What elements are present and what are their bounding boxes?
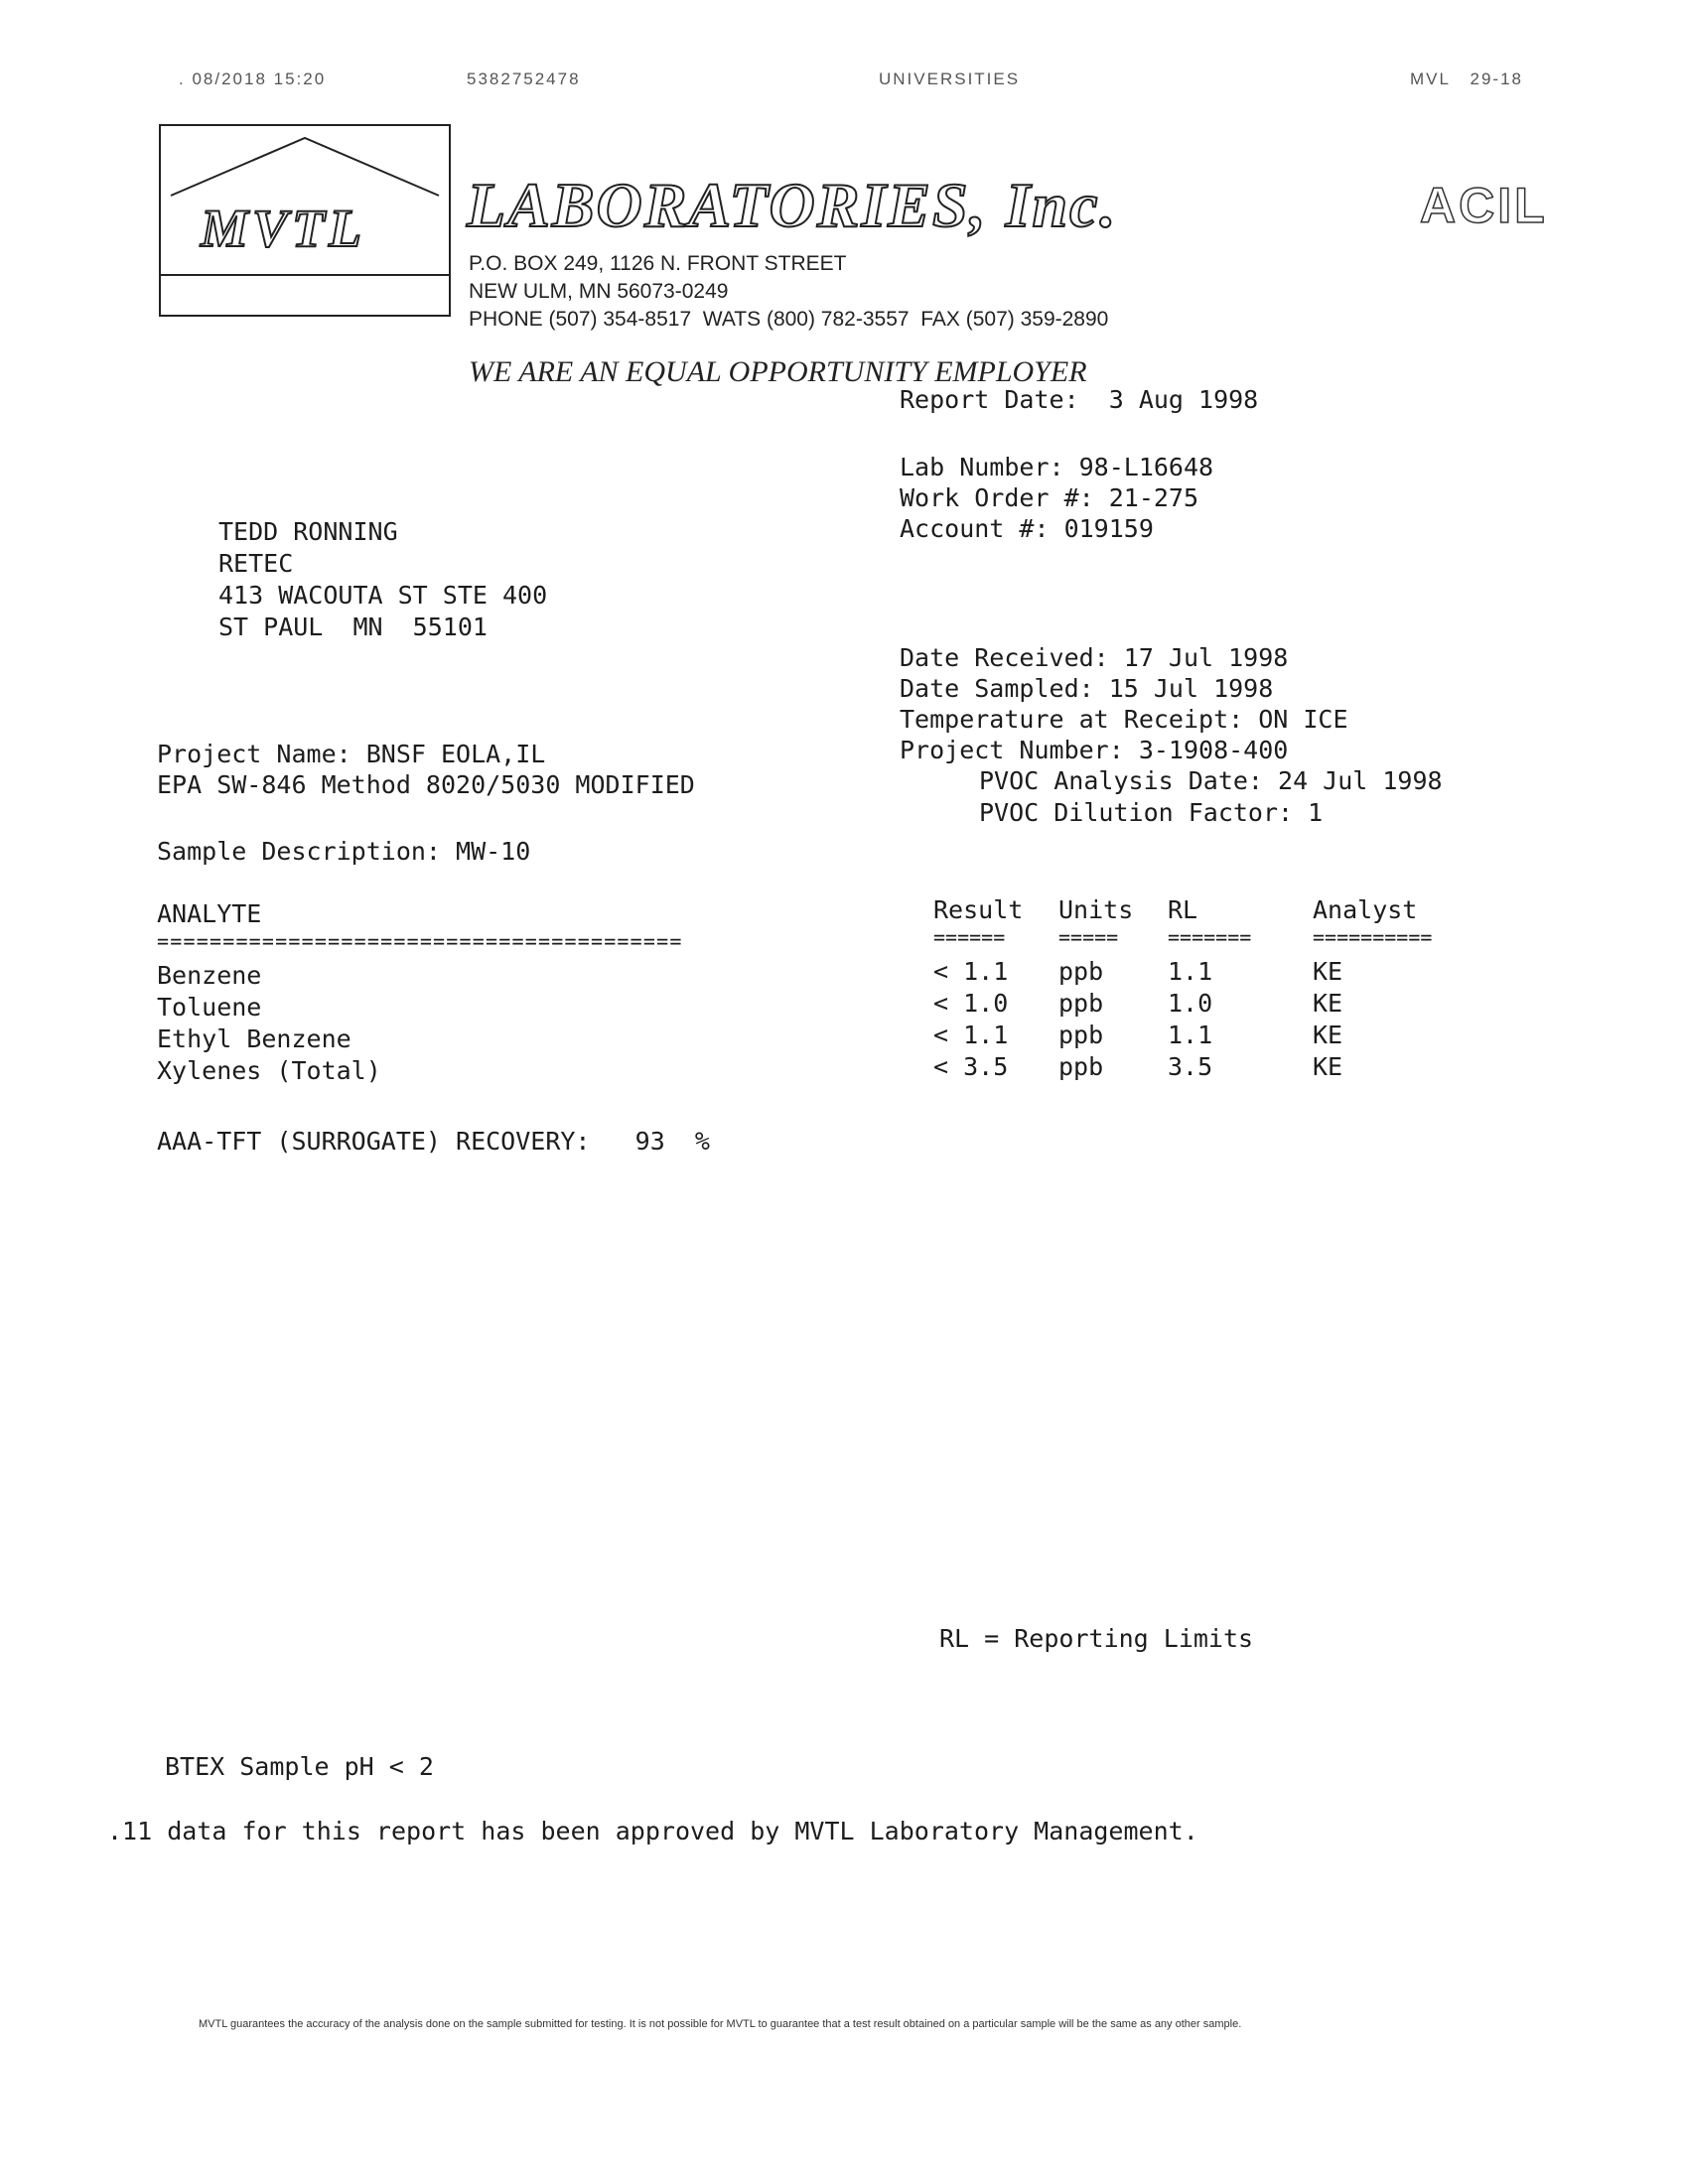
analyst-value: KE — [1313, 1021, 1343, 1049]
approval-statement: .11 data for this report has been approved by MVTL Laboratory Management. — [107, 1817, 1198, 1845]
rl-value: 3.5 — [1168, 1052, 1213, 1081]
client-name: TEDD RONNING — [218, 517, 398, 546]
logo-text: MVTL — [201, 199, 366, 258]
report-date: Report Date: 3 Aug 1998 — [900, 385, 1259, 414]
units-value: ppb — [1058, 1021, 1104, 1049]
analyst-value: KE — [1313, 989, 1343, 1018]
analyte-name: Xylenes (Total) — [157, 1056, 381, 1085]
rl-value: 1.1 — [1168, 957, 1213, 986]
method: EPA SW-846 Method 8020/5030 MODIFIED — [157, 770, 695, 799]
account-number: Account #: 019159 — [900, 514, 1154, 543]
fax-number: 5382752478 — [467, 69, 581, 88]
analyte-name: Benzene — [157, 961, 262, 990]
accreditation-mark: ACIL — [1420, 178, 1548, 233]
fax-page: MVL 29-18 — [1410, 69, 1523, 88]
fax-timestamp: . 08/2018 15:20 — [179, 69, 327, 88]
rule-result: ====== — [933, 925, 1006, 949]
analyte-name: Ethyl Benzene — [157, 1024, 351, 1053]
header-analyst: Analyst — [1313, 895, 1418, 924]
eoe-statement: WE ARE AN EQUAL OPPORTUNITY EMPLOYER — [469, 355, 1087, 388]
btex-note: BTEX Sample pH < 2 — [165, 1752, 434, 1781]
header-rl: RL — [1168, 895, 1198, 924]
header-analyte: ANALYTE — [157, 899, 262, 928]
date-received: Date Received: 17 Jul 1998 — [900, 643, 1289, 672]
units-value: ppb — [1058, 957, 1104, 986]
units-value: ppb — [1058, 1052, 1104, 1081]
header-result: Result — [933, 895, 1024, 924]
address-line-2: NEW ULM, MN 56073-0249 — [469, 280, 729, 303]
sample-description: Sample Description: MW-10 — [157, 837, 531, 866]
units-value: ppb — [1058, 989, 1104, 1018]
rl-value: 1.0 — [1168, 989, 1213, 1018]
rule-units: ===== — [1058, 925, 1119, 949]
company-name: LABORATORIES, Inc. — [467, 170, 1118, 240]
result-value: < 1.0 — [933, 989, 1009, 1018]
client-city: ST PAUL MN 55101 — [218, 613, 488, 641]
client-street: 413 WACOUTA ST STE 400 — [218, 581, 548, 610]
company-logo — [159, 124, 451, 317]
rule-analyst: ========== — [1313, 925, 1433, 949]
project-number: Project Number: 3-1908-400 — [900, 736, 1289, 764]
work-order: Work Order #: 21-275 — [900, 483, 1199, 512]
rl-value: 1.1 — [1168, 1021, 1213, 1049]
temperature: Temperature at Receipt: ON ICE — [900, 705, 1348, 734]
project-name: Project Name: BNSF EOLA,IL — [157, 740, 546, 768]
address-line-1: P.O. BOX 249, 1126 N. FRONT STREET — [469, 252, 847, 275]
analyst-value: KE — [1313, 957, 1343, 986]
rl-note: RL = Reporting Limits — [939, 1624, 1254, 1653]
surrogate-recovery: AAA-TFT (SURROGATE) RECOVERY: 93 % — [157, 1127, 710, 1156]
result-value: < 1.1 — [933, 957, 1009, 986]
analysis-date: PVOC Analysis Date: 24 Jul 1998 — [979, 766, 1443, 795]
analyst-value: KE — [1313, 1052, 1343, 1081]
analyte-name: Toluene — [157, 993, 262, 1022]
result-value: < 3.5 — [933, 1052, 1009, 1081]
address-line-3: PHONE (507) 354-8517 WATS (800) 782-3557 FAX (507) 359-2890 — [469, 308, 1109, 331]
result-value: < 1.1 — [933, 1021, 1009, 1049]
lab-number: Lab Number: 98-L16648 — [900, 453, 1214, 481]
fax-sender: UNIVERSITIES — [879, 69, 1021, 88]
rule-analyte: ======================================== — [157, 929, 683, 953]
date-sampled: Date Sampled: 15 Jul 1998 — [900, 674, 1274, 703]
rule-rl: ======= — [1168, 925, 1252, 949]
dilution-factor: PVOC Dilution Factor: 1 — [979, 798, 1324, 827]
header-units: Units — [1058, 895, 1134, 924]
client-company: RETEC — [218, 549, 294, 578]
footer-disclaimer: MVTL guarantees the accuracy of the analysis done on the sample submitted for testing. It is not possible for MVTL to guarantee that a test result obtained on a particular sample will be the same as any other sample. — [199, 2018, 1242, 2030]
